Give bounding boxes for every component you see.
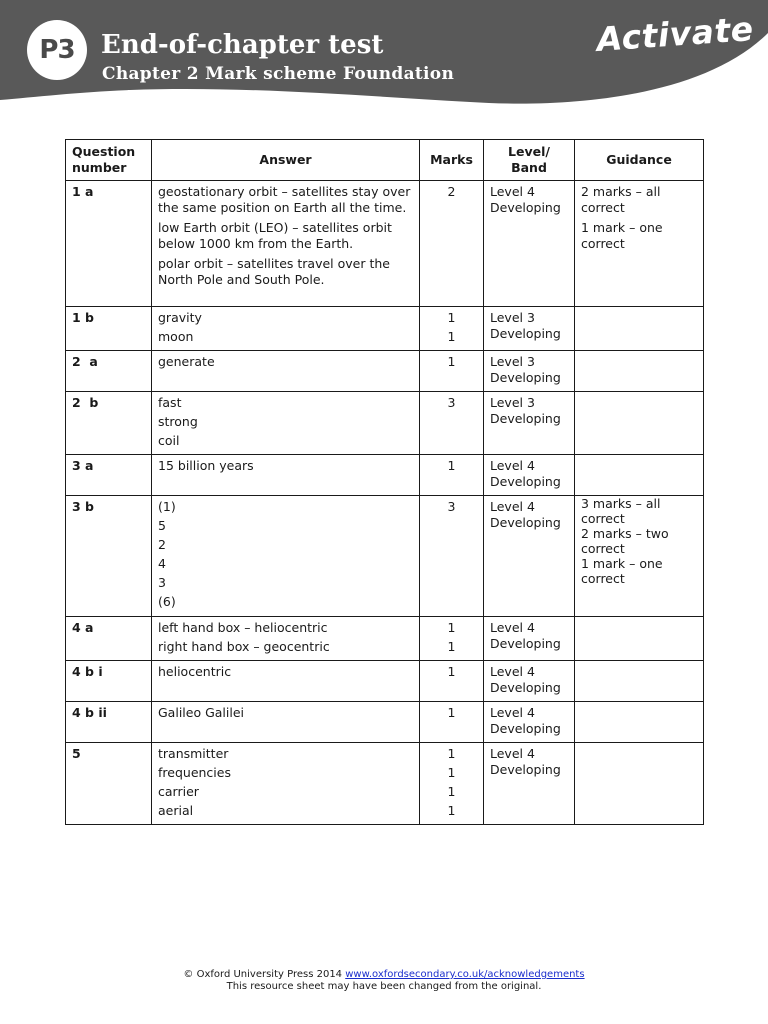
answer-text: 4 xyxy=(158,556,166,571)
guidance-text: 2 marks – all correct xyxy=(581,184,661,215)
answer-text: geostationary orbit – satellites stay over the same position on Earth all the time. xyxy=(158,184,411,215)
marks-cell xyxy=(420,351,484,392)
answer-cell xyxy=(152,392,420,455)
level-text: Level 4 xyxy=(490,499,535,514)
table-row xyxy=(66,743,704,825)
marks-value: 1 xyxy=(447,354,456,369)
answer-text: heliocentric xyxy=(158,664,232,679)
marks-value: 1 xyxy=(447,803,456,818)
marks-value: 1 xyxy=(447,639,456,654)
mark-scheme-table xyxy=(65,139,704,825)
answer-cell xyxy=(152,307,420,351)
answer-cell xyxy=(152,617,420,661)
header-guidance: Guidance xyxy=(575,140,704,181)
marks-value: 1 xyxy=(447,784,456,799)
answer-text: (1) xyxy=(158,499,176,514)
guidance-cell xyxy=(575,392,704,455)
level-cell xyxy=(484,617,575,661)
band-text: Developing xyxy=(490,370,561,385)
level-cell xyxy=(484,307,575,351)
level-text: Level 4 xyxy=(490,620,535,635)
band-text: Developing xyxy=(490,474,561,489)
band-text: Developing xyxy=(490,762,561,777)
question-number: 3 b xyxy=(66,496,152,617)
level-text: Level 4 xyxy=(490,705,535,720)
band-text: Developing xyxy=(490,326,561,341)
answer-text: low Earth orbit (LEO) – satellites orbit below 1000 km from the Earth. xyxy=(158,220,392,251)
answer-text: Galileo Galilei xyxy=(158,705,245,720)
level-cell xyxy=(484,455,575,496)
answer-text: moon xyxy=(158,329,194,344)
marks-cell xyxy=(420,661,484,702)
answer-text: coil xyxy=(158,433,180,448)
guidance-text: 2 marks – two correct xyxy=(581,526,669,556)
footer-copyright: © Oxford University Press 2014 xyxy=(183,969,343,980)
marks-value: 1 xyxy=(447,458,456,473)
question-number: 3 a xyxy=(66,455,152,496)
page-subtitle: Chapter 2 Mark scheme Foundation xyxy=(102,64,455,84)
question-number: 4 a xyxy=(66,617,152,661)
table-row xyxy=(66,351,704,392)
guidance-cell xyxy=(575,661,704,702)
level-text: Level 4 xyxy=(490,458,535,473)
marks-value: 3 xyxy=(447,499,456,514)
guidance-cell xyxy=(575,702,704,743)
table-row xyxy=(66,702,704,743)
marks-value: 1 xyxy=(447,705,456,720)
guidance-cell xyxy=(575,307,704,351)
marks-value: 1 xyxy=(447,746,456,761)
marks-value: 1 xyxy=(447,664,456,679)
band-text: Developing xyxy=(490,515,561,530)
table-row xyxy=(66,617,704,661)
answer-cell xyxy=(152,351,420,392)
marks-cell xyxy=(420,455,484,496)
answer-text: carrier xyxy=(158,784,199,799)
marks-cell xyxy=(420,392,484,455)
answer-text: frequencies xyxy=(158,765,231,780)
question-number: 2 b xyxy=(66,392,152,455)
header-question-line2: number xyxy=(72,160,127,175)
header-level-line2: Band xyxy=(511,160,547,175)
answer-text: fast xyxy=(158,395,182,410)
chapter-badge xyxy=(27,20,87,80)
answer-text: 2 xyxy=(158,537,166,552)
guidance-cell xyxy=(575,455,704,496)
activate-logo: Activate xyxy=(595,9,755,60)
marks-cell xyxy=(420,617,484,661)
level-cell xyxy=(484,661,575,702)
question-number: 5 xyxy=(66,743,152,825)
band-text: Developing xyxy=(490,636,561,651)
level-text: Level 3 xyxy=(490,310,535,325)
header-level-line1: Level/ xyxy=(508,144,550,159)
acknowledgements-link[interactable]: www.oxfordsecondary.co.uk/acknowledgements xyxy=(345,969,585,980)
level-text: Level 3 xyxy=(490,395,535,410)
marks-value: 1 xyxy=(447,310,456,325)
answer-text: 5 xyxy=(158,518,166,533)
guidance-cell xyxy=(575,496,704,617)
header-question-number xyxy=(66,140,152,181)
answer-text: polar orbit – satellites travel over the North Pole and South Pole. xyxy=(158,256,390,287)
footer-note: This resource sheet may have been changed from the original. xyxy=(226,981,542,992)
header-question-line1: Question xyxy=(72,144,136,159)
page-title: End-of-chapter test xyxy=(101,30,384,60)
level-cell xyxy=(484,351,575,392)
band-text: Developing xyxy=(490,721,561,736)
level-text: Level 3 xyxy=(490,354,535,369)
answer-cell xyxy=(152,743,420,825)
question-number: 2 a xyxy=(66,351,152,392)
answer-text: gravity xyxy=(158,310,202,325)
question-number: 4 b ii xyxy=(66,702,152,743)
level-cell xyxy=(484,181,575,307)
header-level-band xyxy=(484,140,575,181)
band-text: Developing xyxy=(490,200,561,215)
table-row xyxy=(66,307,704,351)
guidance-text: 1 mark – one correct xyxy=(581,220,663,251)
answer-text: (6) xyxy=(158,594,176,609)
question-number: 4 b i xyxy=(66,661,152,702)
answer-text: left hand box – heliocentric xyxy=(158,620,328,635)
answer-text: right hand box – geocentric xyxy=(158,639,330,654)
level-cell xyxy=(484,496,575,617)
answer-text: aerial xyxy=(158,803,194,818)
page-footer xyxy=(0,969,768,993)
marks-cell xyxy=(420,702,484,743)
guidance-cell xyxy=(575,181,704,307)
answer-text: generate xyxy=(158,354,215,369)
guidance-cell xyxy=(575,617,704,661)
answer-cell xyxy=(152,455,420,496)
answer-text: strong xyxy=(158,414,198,429)
header-answer: Answer xyxy=(152,140,420,181)
answer-cell xyxy=(152,661,420,702)
answer-text: 15 billion years xyxy=(158,458,254,473)
table-row xyxy=(66,392,704,455)
guidance-cell xyxy=(575,743,704,825)
question-number: 1 b xyxy=(66,307,152,351)
table-row xyxy=(66,181,704,307)
answer-cell xyxy=(152,702,420,743)
guidance-cell xyxy=(575,351,704,392)
answer-cell xyxy=(152,181,420,307)
header-marks: Marks xyxy=(420,140,484,181)
table-row xyxy=(66,496,704,617)
marks-value: 1 xyxy=(447,620,456,635)
marks-cell xyxy=(420,743,484,825)
footer-line-1 xyxy=(0,969,768,981)
table-header-row xyxy=(66,140,704,181)
level-text: Level 4 xyxy=(490,746,535,761)
level-cell xyxy=(484,392,575,455)
band-text: Developing xyxy=(490,411,561,426)
marks-value: 1 xyxy=(447,765,456,780)
marks-cell xyxy=(420,307,484,351)
answer-text: transmitter xyxy=(158,746,229,761)
answer-cell xyxy=(152,496,420,617)
guidance-text: 1 mark – one correct xyxy=(581,556,663,586)
marks-value: 1 xyxy=(447,329,456,344)
marks-value: 3 xyxy=(447,395,456,410)
guidance-text: 3 marks – all correct xyxy=(581,496,661,526)
table-row xyxy=(66,455,704,496)
level-cell xyxy=(484,743,575,825)
level-cell xyxy=(484,702,575,743)
band-text: Developing xyxy=(490,680,561,695)
chapter-badge-label: P3 xyxy=(39,35,75,65)
marks-cell xyxy=(420,496,484,617)
level-text: Level 4 xyxy=(490,184,535,199)
marks-value: 2 xyxy=(447,184,456,199)
table-row xyxy=(66,661,704,702)
answer-text: 3 xyxy=(158,575,166,590)
header-banner xyxy=(0,0,768,115)
question-number: 1 a xyxy=(66,181,152,307)
level-text: Level 4 xyxy=(490,664,535,679)
marks-cell xyxy=(420,181,484,307)
